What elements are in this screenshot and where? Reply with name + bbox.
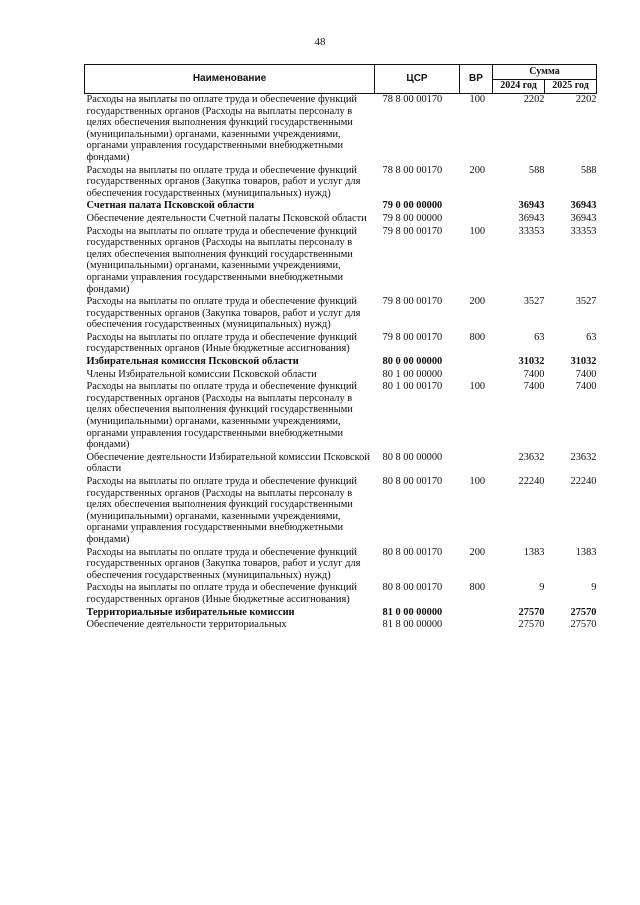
row-csr-code: 79 8 00 00170	[382, 296, 443, 308]
row-vr-code	[460, 619, 493, 632]
row-sum-2024: 27570	[518, 619, 545, 631]
table-row	[85, 165, 597, 201]
row-sum-2025: 588	[580, 164, 597, 176]
row-vr-code: 100	[469, 381, 486, 393]
budget-table	[84, 64, 597, 632]
header-year-2025: 2025 год	[545, 79, 597, 94]
row-vr-code: 200	[469, 296, 486, 308]
row-sum-2024: 1383	[523, 546, 545, 558]
row-name: Территориальные избирательные комиссии	[86, 606, 295, 618]
row-name: Члены Избирательной комиссии Псковской области	[86, 368, 317, 380]
row-sum-2024: 23632	[518, 451, 545, 463]
row-name: Расходы на выплаты по оплате труда и обеспечение функций государственных органов (Закупка товаров, работ и услуг для обеспечения государственных (муниципальных) нужд)	[86, 546, 361, 581]
row-vr-code	[460, 369, 493, 382]
table-row	[85, 369, 597, 382]
row-sum-2024: 36943	[518, 200, 545, 212]
table-row	[85, 213, 597, 226]
row-sum-2024: 588	[528, 164, 545, 176]
row-sum-2024: 27570	[518, 606, 545, 618]
row-vr-code	[460, 607, 493, 620]
table-row	[85, 476, 597, 547]
row-vr-code	[460, 452, 493, 476]
row-name: Расходы на выплаты по оплате труда и обеспечение функций государственных органов (Расходы на выплаты персоналу в целях обеспечения выполнения функций государственными (муниципальными) органами, казенными учреждениями, органами управления государственными внебюджетными фондами)	[86, 381, 357, 451]
row-csr-code: 80 8 00 00000	[382, 451, 443, 463]
table-header	[85, 65, 597, 94]
row-csr-code: 81 0 00 00000	[382, 606, 443, 618]
row-name: Расходы на выплаты по оплате труда и обеспечение функций государственных органов (Расходы на выплаты персоналу в целях обеспечения выполнения функций государственными (муниципальными) органами, казенными учреждениями, органами управления государственными внебюджетными фондами)	[86, 94, 357, 163]
row-vr-code: 800	[469, 582, 486, 594]
row-name: Расходы на выплаты по оплате труда и обеспечение функций государственных органов (Расходы на выплаты персоналу в целях обеспечения выполнения функций государственными (муниципальными) органами, казенными учреждениями, органами управления государственными внебюджетными фондами)	[86, 225, 357, 295]
row-name: Обеспечение деятельности Счетной палаты Псковской области	[86, 212, 367, 224]
row-sum-2024: 7400	[523, 381, 545, 393]
table-body	[85, 94, 597, 632]
row-sum-2025: 31032	[570, 356, 597, 368]
row-name: Обеспечение деятельности территориальных	[86, 619, 287, 631]
table-row	[85, 226, 597, 297]
row-name: Расходы на выплаты по оплате труда и обеспечение функций государственных органов (Закупка товаров, работ и услуг для обеспечения государственных (муниципальных) нужд)	[86, 296, 361, 331]
row-sum-2024: 22240	[518, 476, 545, 487]
row-vr-code: 200	[469, 546, 486, 558]
row-sum-2025: 22240	[570, 476, 597, 487]
row-vr-code: 800	[469, 331, 486, 343]
header-csr: ЦСР	[375, 65, 460, 94]
row-csr-code: 80 0 00 00000	[382, 356, 443, 368]
row-sum-2025: 9	[591, 582, 597, 594]
table-row	[85, 332, 597, 356]
row-sum-2024: 36943	[518, 212, 545, 224]
header-name: Наименование	[85, 65, 375, 94]
row-sum-2025: 27570	[570, 619, 597, 631]
row-sum-2024: 63	[534, 331, 545, 343]
row-vr-code	[460, 213, 493, 226]
row-vr-code: 200	[469, 164, 486, 176]
row-name: Обеспечение деятельности Избирательной комиссии Псковской области	[86, 451, 370, 475]
row-sum-2024: 7400	[523, 368, 545, 380]
row-csr-code: 79 8 00 00170	[382, 331, 443, 343]
row-name: Расходы на выплаты по оплате труда и обеспечение функций государственных органов (Закупка товаров, работ и услуг для обеспечения государственных (муниципальных) нужд)	[86, 164, 361, 199]
row-csr-code: 78 8 00 00170	[382, 94, 443, 105]
row-csr-code: 79 0 00 00000	[382, 200, 443, 212]
table-row	[85, 296, 597, 332]
row-vr-code: 100	[469, 225, 486, 237]
row-name: Расходы на выплаты по оплате труда и обеспечение функций государственных органов (Расходы на выплаты персоналу в целях обеспечения выполнения функций государственными (муниципальными) органами, казенными учреждениями, органами управления государственными внебюджетными фондами)	[86, 476, 357, 545]
table-row	[85, 582, 597, 606]
row-csr-code: 80 8 00 00170	[382, 476, 443, 487]
row-sum-2024: 33353	[518, 225, 545, 237]
table-row	[85, 94, 597, 165]
row-sum-2025: 36943	[570, 212, 597, 224]
header-sum: Сумма	[493, 65, 597, 80]
row-sum-2024: 2202	[523, 94, 545, 105]
row-csr-code: 78 8 00 00170	[382, 164, 443, 176]
row-vr-code: 100	[469, 94, 486, 105]
page-number: 48	[314, 36, 326, 48]
row-sum-2025: 7400	[575, 368, 597, 380]
row-sum-2025: 7400	[575, 381, 597, 393]
row-csr-code: 80 8 00 00170	[382, 546, 443, 558]
row-sum-2024: 31032	[518, 356, 545, 368]
row-name: Расходы на выплаты по оплате труда и обеспечение функций государственных органов (Иные бюджетные ассигнования)	[86, 331, 357, 355]
table-row	[85, 607, 597, 620]
row-csr-code: 79 8 00 00000	[382, 212, 443, 224]
row-name: Избирательная комиссия Псковской области	[86, 356, 299, 368]
table-row	[85, 356, 597, 369]
row-vr-code: 100	[469, 476, 486, 487]
row-sum-2025: 36943	[570, 200, 597, 212]
table-row	[85, 547, 597, 583]
row-sum-2025: 63	[586, 331, 597, 343]
row-csr-code: 80 8 00 00170	[382, 582, 443, 594]
table-row	[85, 452, 597, 476]
row-sum-2025: 3527	[575, 296, 597, 308]
row-name: Расходы на выплаты по оплате труда и обеспечение функций государственных органов (Иные бюджетные ассигнования)	[86, 582, 357, 605]
row-csr-code: 81 8 00 00000	[382, 619, 443, 631]
row-csr-code: 79 8 00 00170	[382, 225, 443, 237]
row-sum-2024: 3527	[523, 296, 545, 308]
table-row	[85, 200, 597, 213]
row-csr-code: 80 1 00 00000	[382, 368, 443, 380]
row-sum-2025: 33353	[570, 225, 597, 237]
row-sum-2025: 27570	[570, 606, 597, 618]
row-sum-2025: 2202	[575, 94, 597, 105]
row-name: Счетная палата Псковской области	[86, 200, 255, 212]
header-vr: ВР	[460, 65, 493, 94]
row-sum-2025: 23632	[570, 451, 597, 463]
table-row	[85, 381, 597, 452]
header-year-2024: 2024 год	[493, 79, 545, 94]
row-sum-2025: 1383	[575, 546, 597, 558]
row-csr-code: 80 1 00 00170	[382, 381, 443, 393]
row-vr-code	[460, 200, 493, 213]
row-sum-2024: 9	[539, 582, 545, 594]
row-vr-code	[460, 356, 493, 369]
table-row	[85, 619, 597, 632]
